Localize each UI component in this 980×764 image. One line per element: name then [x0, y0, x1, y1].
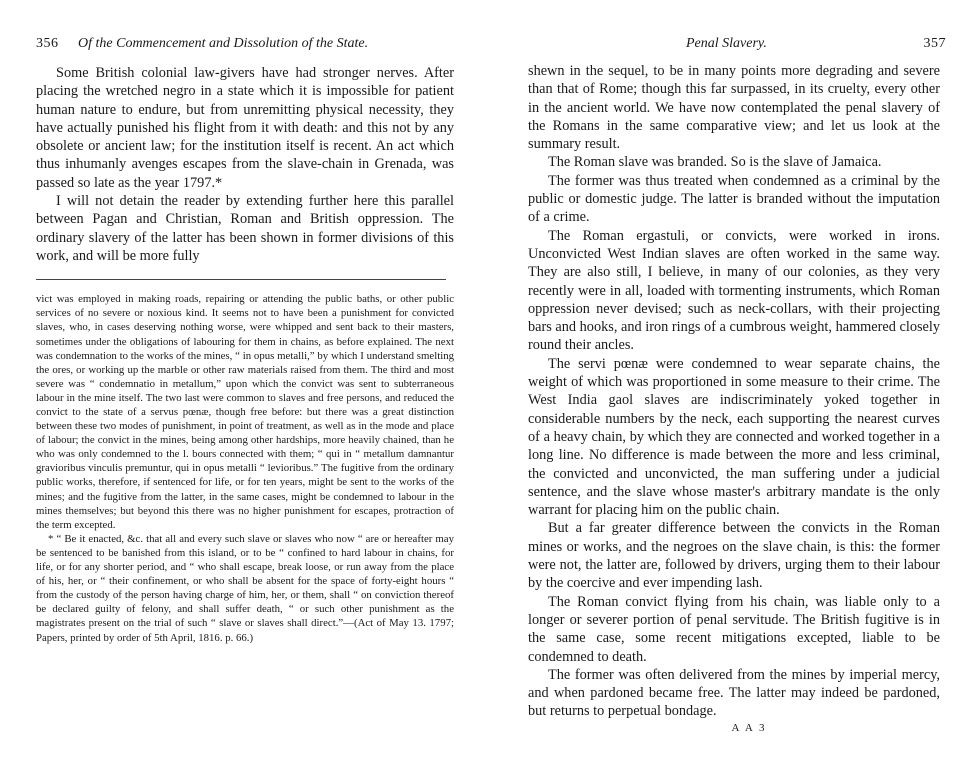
left-running-head: Of the Commencement and Dissolution of the State. [78, 36, 369, 51]
left-paragraph-2: I will not detain the reader by extending further here this parallel between Pagan and Christian, Roman and British oppression. The ordinary slavery of the latter has been shown in former divisions of this work, and will be more fully [36, 193, 454, 264]
right-paragraph-6: But a far greater difference between the convicts in the Roman mines or works, and the negroes on the slave chain, is this: the former were not, the latter are, followed by drivers, urging them to their labour by the coercive and ever impending lash. [528, 520, 940, 592]
left-footnotes [36, 292, 454, 644]
right-page [528, 0, 946, 734]
right-paragraph-2: The Roman slave was branded. So is the slave of Jamaica. [548, 154, 882, 171]
right-paragraph-1: shewn in the sequel, to be in many points more degrading and severe than that of Rome; though this far surpassed, in its cruelty, every other in the ancient world. We have now contemplated the penal slavery of the Romans in the same comparative view; and let us look at the summary result. [528, 63, 940, 153]
right-running-head: Penal Slavery. [686, 36, 767, 51]
footnote-continuation: vict was employed in making roads, repairing or attending the public baths, or other public services of no severe or noxious kind. It seems not to have been a punishment for convicted slaves, who, in cases deserving nothing worse, were whipped and sent back to their masters, sometimes under the obligations of labouring for them in chains, as before explained. The next was condemnation to the works of the mines, “ in opus metalli,” by which I understand smelting the ores, or working up the marble or other raw materials raised from them. The third and most severe was “ condemnatio in metallum,” upon which the convict was sent to subterraneous labour in the mine itself. The two last were common to slaves and free persons, and reduced the convict to the state of a servus pœnæ, though free before: but there was a great distinction between these two modes of punishment, in point of treatment, as well as in the mode and place of labour; the convict in the mines, being among other hardships, more heavily chained, than he who was only condemned to the l. bours connected with them; “ qui in “ metallum damnantur gravioribus vinculis premuntur, qui in opus metalli “ levioribus.” The fugitive from the ordinary public works, therefore, if sentenced for life, or for ten years, might be sent to the works of the mines; and the fugitive from the latter, in the same cases, might be condemned to labour in the mines themselves; but beyond this there was no higher punishment for escapes, protraction of the term excepted. [36, 293, 454, 531]
right-page-header [528, 36, 946, 58]
signature-mark: A A 3 [731, 721, 767, 734]
right-page-number: 357 [923, 36, 946, 51]
left-body-text [36, 64, 454, 265]
left-page-header [36, 36, 454, 58]
right-paragraph-8: The former was often delivered from the mines by imperial mercy, and when pardoned became free. The latter may indeed be pardoned, but returns to perpetual bondage. [528, 666, 940, 720]
left-paragraph-1: Some British colonial law-givers have had stronger nerves. After placing the wretched negro in a state which it is impossible for patient human nature to endure, but from unremitting physical necessity, they have actually punished his flight from it with death: and this not by any obsolete or ancient law; for the institution itself is recent. An act which thus inhumanly avenges escapes from the slave-chain in Grenada, was passed so late as the year 1797.* [36, 65, 454, 191]
left-page [36, 0, 454, 645]
right-paragraph-3: The former was thus treated when condemned as a criminal by the public or domestic judge. The latter is branded without the imputation of a crime. [528, 172, 940, 226]
right-paragraph-7: The Roman convict flying from his chain, was liable only to a longer or severer portion of penal servitude. The British fugitive is in the same case, some recent mitigations excepted, liable to be condemned to death. [528, 593, 940, 665]
footnote-star: * “ Be it enacted, &c. that all and every such slave or slaves who now “ are or hereafter may be sentenced to be banished from this island, or to be “ confined to hard labour in chains, for life, or for any shorter period, and “ who shall escape, break loose, or run away from the place of his, her, or “ their confinement, or who shall be absent for the space of forty-eight hours “ from the custody of the person having charge of him, her, or them, shall “ on conviction thereof be declared guilty of felony, and shall suffer death, “ or such other punishment as the magistrates present on the trial of such “ slave or slaves shall direct.”—(Act of May 13. 1797; Papers, printed by order of 5th April, 1816. p. 66.) [36, 532, 454, 644]
footnote-divider [36, 279, 446, 280]
right-body-text [528, 62, 940, 721]
left-page-number: 356 [36, 36, 59, 51]
right-paragraph-4: The Roman ergastuli, or convicts, were worked in irons. Unconvicted West Indian slaves are often worked in the same way. They are also still, I believe, in many of our colonies, as they very recently were in all, loaded with tormenting instruments, which Roman oppression never devised; such as neck-collars, with their projecting bars and hooks, and iron rings of a cumbrous weight, hammered closely round their ancles. [528, 227, 940, 354]
right-paragraph-5: The servi pœnæ were condemned to wear separate chains, the weight of which was proportioned in some measure to their crime. The West India gaol slaves are indiscriminately yoked together in considerable numbers by the neck, each supporting the nearest curves of a heavy chain, by which they are connected and worked together in a long line. No difference is made between the more and less criminal, the convicted and unconvicted, the man suffering under a judicial sentence, and the slave whose master's arbitrary mandate is the only warrant for placing him on the public chain. [528, 355, 940, 519]
